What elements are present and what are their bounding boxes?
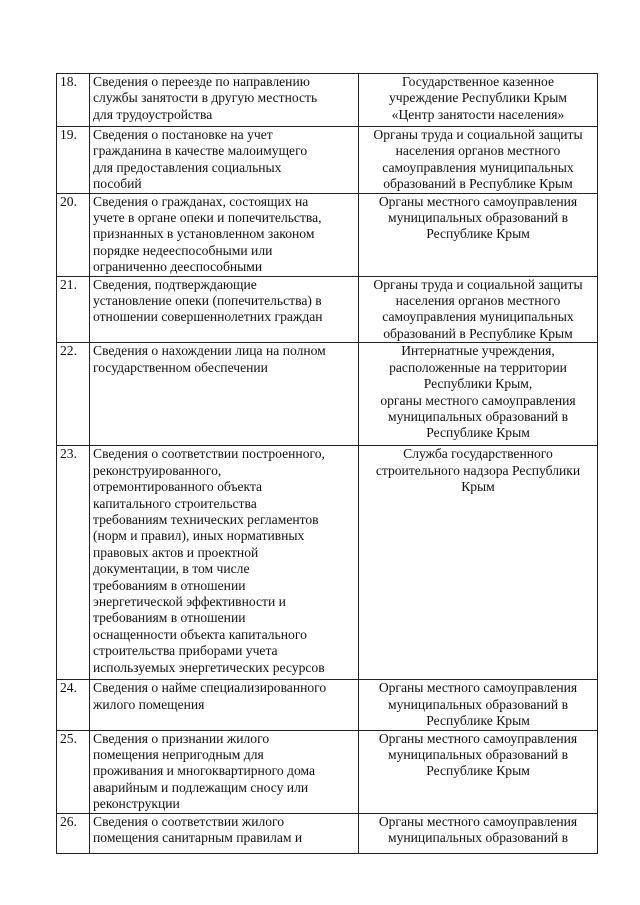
description-line: реконструированного, [93,462,222,478]
row-organization [359,446,598,680]
organization-line: расположенные на территории [389,359,567,375]
organization-line: Республике Крым [426,425,530,441]
description-line: Сведения о соответствии жилого [93,813,285,829]
description-line: жилого помещения [93,696,205,712]
description-line: капитального строительства [93,495,257,511]
row-number: 19. [57,127,90,194]
description-line: отремонтированного объекта [93,479,263,495]
organization-line: Органы местного самоуправления [378,193,578,209]
description-line: правовых актов и проектной [93,544,259,560]
description-line: Сведения о найме специализированного [93,680,327,696]
organization-line: Служба государственного [403,446,553,462]
row-description [90,193,359,276]
description-line: службы занятости в другую местность [93,90,318,106]
row-number: 25. [57,730,90,813]
table-row [57,446,598,680]
description-line: ограниченно дееспособными [93,259,263,275]
organization-line: муниципальных образований в [387,210,569,226]
row-organization [359,343,598,446]
description-line: гражданина в качестве малоимущего [93,143,308,159]
description-line: аварийным и подлежащим сносу или [93,779,309,795]
description-line: документации, в том числе [93,561,250,577]
organization-line: Органы труда и социальной защиты [373,127,583,142]
organization-line: образований в Республике Крым [383,176,573,192]
description-line: строительства приборами учета [93,643,278,659]
description-line: пособий [93,176,142,192]
description-line: учете в органе опеки и попечительства, [93,210,322,226]
organization-line: строительного надзора Республики [375,462,581,478]
row-number: 23. [57,446,90,680]
description-line: отношении совершеннолетних граждан [93,309,323,325]
organization-line: образований в Республике Крым [383,325,573,341]
organization-line: учреждение Республики Крым [389,90,567,106]
table-row [57,74,598,127]
row-number: 26. [57,813,90,853]
description-line: для трудоустройства [93,106,213,122]
organization-line: Республике Крым [426,226,530,242]
table-row [57,680,598,730]
row-number: 24. [57,680,90,730]
organization-line: населения органов местного [395,143,561,159]
row-description [90,730,359,813]
description-line: помещения непригодным для [93,746,264,762]
description-line: порядке недееспособными или [93,242,273,258]
row-number: 18. [57,74,90,127]
description-line: реконструкции [93,796,180,812]
table-row [57,813,598,853]
description-line: Сведения, подтверждающие [93,276,257,292]
description-line: государственном обеспечении [93,359,268,375]
row-number: 20. [57,193,90,276]
row-description [90,343,359,446]
row-organization [359,680,598,730]
organization-line: самоуправления муниципальных [382,309,574,325]
row-organization [359,193,598,276]
organization-line: муниципальных образований в [387,746,569,762]
description-line: проживания и многоквартирного дома [93,763,316,779]
organization-line: Органы труда и социальной защиты [373,276,583,292]
organization-line: Органы местного самоуправления [378,730,578,746]
description-line: Сведения о нахождении лица на полном [93,343,326,359]
row-organization [359,127,598,194]
row-organization [359,74,598,127]
row-description [90,74,359,127]
organization-line: муниципальных образований в [387,408,569,424]
organization-line: Органы местного самоуправления [378,680,578,696]
description-line: Сведения о признании жилого [93,730,270,746]
row-description [90,446,359,680]
organization-line: Органы местного самоуправления [378,813,578,829]
organization-line: муниципальных образований в [387,696,569,712]
row-number: 22. [57,343,90,446]
table-row [57,730,598,813]
row-number: 21. [57,276,90,343]
row-description [90,276,359,343]
description-line: энергетической эффективности и [93,593,286,609]
table-body [57,74,598,854]
organization-line: Государственное казенное [401,74,554,89]
organization-line: Республике Крым [426,763,530,779]
organization-line: муниципальных образований в [387,829,569,845]
table-row [57,193,598,276]
row-description [90,680,359,730]
description-line: для предоставления социальных [93,159,282,175]
organization-line: Республике Крым [426,713,530,729]
description-line: используемых энергетических ресурсов [93,659,325,675]
row-organization [359,813,598,853]
description-line: признанных в установленном законом [93,226,315,242]
row-description [90,813,359,853]
description-line: Сведения о переезде по направлению [93,74,310,89]
description-line: (норм и правил), иных нормативных [93,528,305,544]
row-organization [359,730,598,813]
row-description [90,127,359,194]
description-line: требованиям в отношении [93,577,246,593]
description-line: требованиям технических регламентов [93,511,319,527]
description-line: оснащенности объекта капитального [93,626,307,642]
organization-line: органы местного самоуправления [380,392,576,408]
organization-line: Крым [461,479,495,495]
description-line: Сведения о постановке на учет [93,127,273,142]
table-row [57,343,598,446]
organization-line: Интернатные учреждения, [401,343,555,359]
description-line: установление опеки (попечительства) в [93,293,322,309]
description-line: Сведения о гражданах, состоящих на [93,193,309,209]
services-table [56,73,598,854]
description-line: помещения санитарным правилам и [93,829,303,845]
table-row [57,127,598,194]
table-row [57,276,598,343]
description-line: требованиям в отношении [93,610,246,626]
description-line: Сведения о соответствии построенного, [93,446,325,462]
organization-line: населения органов местного [395,293,561,309]
organization-line: Республики Крым, [423,376,533,392]
row-organization [359,276,598,343]
organization-line: «Центр занятости населения» [391,106,565,122]
organization-line: самоуправления муниципальных [382,159,574,175]
